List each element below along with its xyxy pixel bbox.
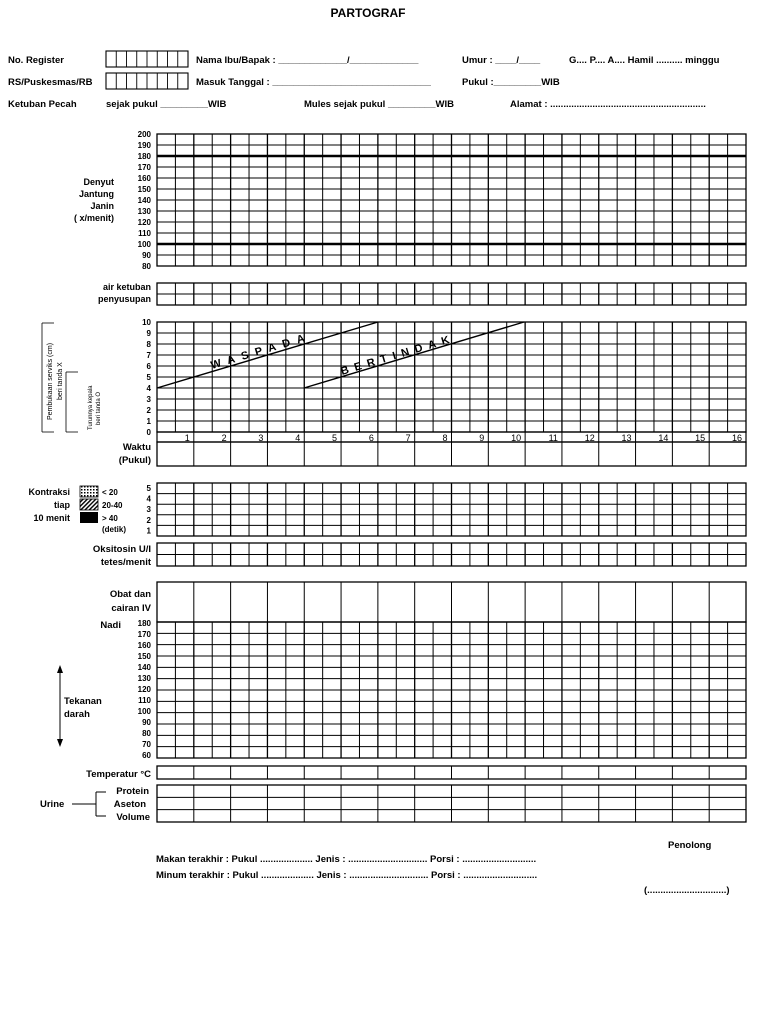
mules-sejak-field[interactable]: Mules sejak pukul _________WIB (304, 99, 454, 110)
legend-lt20: < 20 (102, 488, 118, 497)
scale-tick: 60 (142, 751, 151, 760)
hour-number: 1 (184, 433, 190, 443)
legend-gt40: > 40 (102, 514, 118, 523)
scale-tick: 200 (137, 130, 151, 139)
alamat-field[interactable]: Alamat : ........................................................... (510, 99, 706, 110)
svg-text:Denyut: Denyut (83, 177, 114, 187)
urine-grid[interactable] (157, 785, 746, 822)
rs-puskesmas-label: RS/Puskesmas/RB (8, 77, 93, 88)
obat-grid[interactable] (157, 582, 746, 622)
svg-text:cairan IV: cairan IV (111, 603, 151, 614)
hour-number: 6 (368, 433, 374, 443)
hour-number: 12 (584, 433, 595, 443)
hour-number: 14 (658, 433, 669, 443)
urine-bracket (72, 792, 106, 816)
descent-sub: beri tanda O (96, 391, 102, 425)
scale-tick: 80 (142, 729, 151, 738)
scale-tick: 4 (146, 494, 151, 504)
legend-detik: (detik) (102, 525, 126, 534)
scale-tick: 120 (137, 218, 151, 227)
scale-tick: 80 (142, 262, 151, 271)
hour-number: 5 (332, 433, 338, 443)
scale-tick: 140 (137, 663, 151, 672)
rs-puskesmas-field[interactable] (106, 73, 188, 89)
svg-text:air ketuban: air ketuban (102, 282, 151, 292)
cervix-vertical-label: Pembukaan serviks (cm) (47, 342, 54, 420)
obat-label (110, 589, 152, 614)
pukul-field[interactable]: Pukul :_________WIB (462, 77, 560, 88)
air-ketuban-label (98, 282, 151, 304)
scale-tick: 170 (137, 630, 151, 639)
hour-number: 3 (258, 433, 264, 443)
hour-number: 11 (548, 433, 558, 443)
scale-tick: 120 (137, 685, 151, 694)
minum-terakhir-field[interactable]: Minum terakhir : Pukul .................... Jenis : .............................. Porsi : ............................ (156, 870, 538, 881)
scale-tick: 130 (137, 674, 151, 683)
djj-label (74, 177, 114, 223)
scale-tick: 140 (137, 196, 151, 205)
descent-label: Turunnya kepala (88, 385, 94, 430)
scale-tick: 4 (146, 384, 151, 393)
hour-number: 8 (442, 433, 448, 443)
scale-tick: 130 (137, 207, 151, 216)
urine-aseton: Aseton (113, 799, 146, 810)
nadi-td-grid[interactable] (157, 622, 746, 758)
makan-terakhir-field[interactable]: Makan terakhir : Pukul .................... Jenis : .............................. Porsi : ............................ (156, 854, 537, 865)
urine-volume: Volume (116, 812, 150, 823)
svg-text:penyusupan: penyusupan (97, 294, 151, 304)
scale-tick: 110 (138, 229, 151, 238)
hour-number: 9 (479, 433, 485, 443)
scale-tick: 100 (137, 240, 151, 249)
temperatur-grid[interactable] (157, 766, 746, 779)
svg-text:Oksitosin U/I: Oksitosin U/I (92, 544, 151, 555)
hour-number: 4 (295, 433, 301, 443)
scale-tick: 0 (146, 428, 151, 437)
air-ketuban-grid[interactable] (157, 283, 746, 305)
hour-number: 7 (405, 433, 411, 443)
scale-tick: 10 (142, 318, 151, 327)
urine-label: Urine (40, 799, 65, 810)
scale-tick: 1 (146, 417, 151, 426)
svg-text:tiap: tiap (53, 500, 70, 510)
scale-tick: 8 (146, 340, 151, 349)
svg-text:darah: darah (64, 709, 90, 720)
scale-tick: 3 (146, 395, 151, 404)
waktu-grid[interactable] (157, 442, 746, 466)
scale-tick: 90 (142, 251, 151, 260)
hour-number: 2 (221, 433, 227, 443)
penolong-label: Penolong (668, 840, 712, 851)
legend-dots-swatch (80, 486, 98, 497)
scale-tick: 5 (146, 373, 151, 382)
urine-protein: Protein (116, 786, 149, 797)
scale-tick: 190 (137, 141, 151, 150)
legend-solid-swatch (80, 512, 98, 523)
scale-tick: 2 (146, 515, 151, 525)
scale-tick: 150 (137, 652, 151, 661)
kontraksi-legend (80, 486, 126, 534)
td-label (64, 696, 102, 720)
scale-tick: 3 (146, 505, 151, 515)
svg-text:Janin: Janin (90, 201, 114, 211)
scale-tick: 2 (146, 406, 151, 415)
svg-text:10 menit: 10 menit (33, 513, 70, 523)
waspada-label: WASPADA (209, 330, 313, 372)
scale-tick: 160 (137, 641, 151, 650)
scale-tick: 180 (137, 619, 151, 628)
scale-tick: 70 (142, 740, 151, 749)
bertindak-label: BERTINDAK (339, 332, 457, 378)
svg-text:Tekanan: Tekanan (64, 696, 102, 707)
svg-text:( x/menit): ( x/menit) (73, 213, 114, 223)
scale-tick: 90 (142, 718, 151, 727)
waktu-label (119, 442, 151, 466)
svg-text:Kontraksi: Kontraksi (28, 487, 70, 497)
cervix-side-labels (42, 323, 102, 432)
umur-field[interactable]: Umur : ____/____ (462, 55, 541, 66)
svg-text:Obat dan: Obat dan (109, 589, 151, 600)
oksitosin-grid[interactable] (157, 543, 746, 566)
scale-tick: 100 (137, 707, 151, 716)
cervix-scale (142, 318, 151, 437)
no-register-field[interactable] (106, 51, 188, 67)
djj-grid[interactable] (157, 134, 746, 266)
kontraksi-scale (147, 484, 152, 535)
scale-tick: 5 (146, 484, 151, 493)
oksitosin-label (93, 544, 152, 568)
gpa-hamil-field[interactable]: G.... P.... A.... Hamil .......... minggu (569, 55, 720, 66)
scale-tick: 150 (137, 185, 151, 194)
scale-tick: 9 (146, 329, 151, 338)
scale-tick: 170 (137, 163, 151, 172)
scale-tick: 7 (146, 351, 151, 360)
kontraksi-label (28, 487, 70, 523)
hour-number: 10 (511, 433, 522, 443)
scale-tick: 110 (138, 696, 151, 705)
svg-text:(Pukul): (Pukul) (118, 455, 151, 466)
hour-number: 16 (731, 433, 742, 443)
sejak-pukul-field[interactable]: sejak pukul _________WIB (106, 99, 227, 110)
cervix-vertical-sub: beri tanda X (57, 362, 64, 400)
urine-row-labels (114, 786, 150, 823)
td-arrow (57, 665, 63, 747)
svg-text:Jantung: Jantung (79, 189, 114, 199)
svg-text:tetes/menit: tetes/menit (100, 557, 151, 568)
hour-number: 15 (695, 433, 706, 443)
masuk-tanggal-field[interactable]: Masuk Tanggal : ______________________________ (196, 77, 431, 88)
no-register-label: No. Register (8, 55, 64, 66)
nadi-label: Nadi (100, 620, 121, 631)
nama-ibu-field[interactable]: Nama Ibu/Bapak : _____________/_____________ (196, 55, 419, 66)
kontraksi-grid[interactable] (157, 483, 746, 536)
scale-tick: 160 (137, 174, 151, 183)
page-title: PARTOGRAF (330, 6, 406, 20)
hour-number: 13 (621, 433, 632, 443)
nadi-scale (138, 619, 152, 760)
scale-tick: 1 (146, 526, 151, 536)
penolong-signature-field[interactable]: (..............................) (644, 885, 730, 896)
ketuban-pecah-label: Ketuban Pecah (8, 99, 77, 110)
legend-hatch-swatch (80, 499, 98, 510)
scale-tick: 6 (146, 362, 151, 371)
svg-text:Waktu: Waktu (122, 442, 151, 453)
legend-20-40: 20-40 (102, 501, 123, 510)
scale-tick: 180 (137, 152, 151, 161)
djj-scale (138, 130, 152, 271)
temperatur-label: Temperatur °C (86, 769, 151, 780)
